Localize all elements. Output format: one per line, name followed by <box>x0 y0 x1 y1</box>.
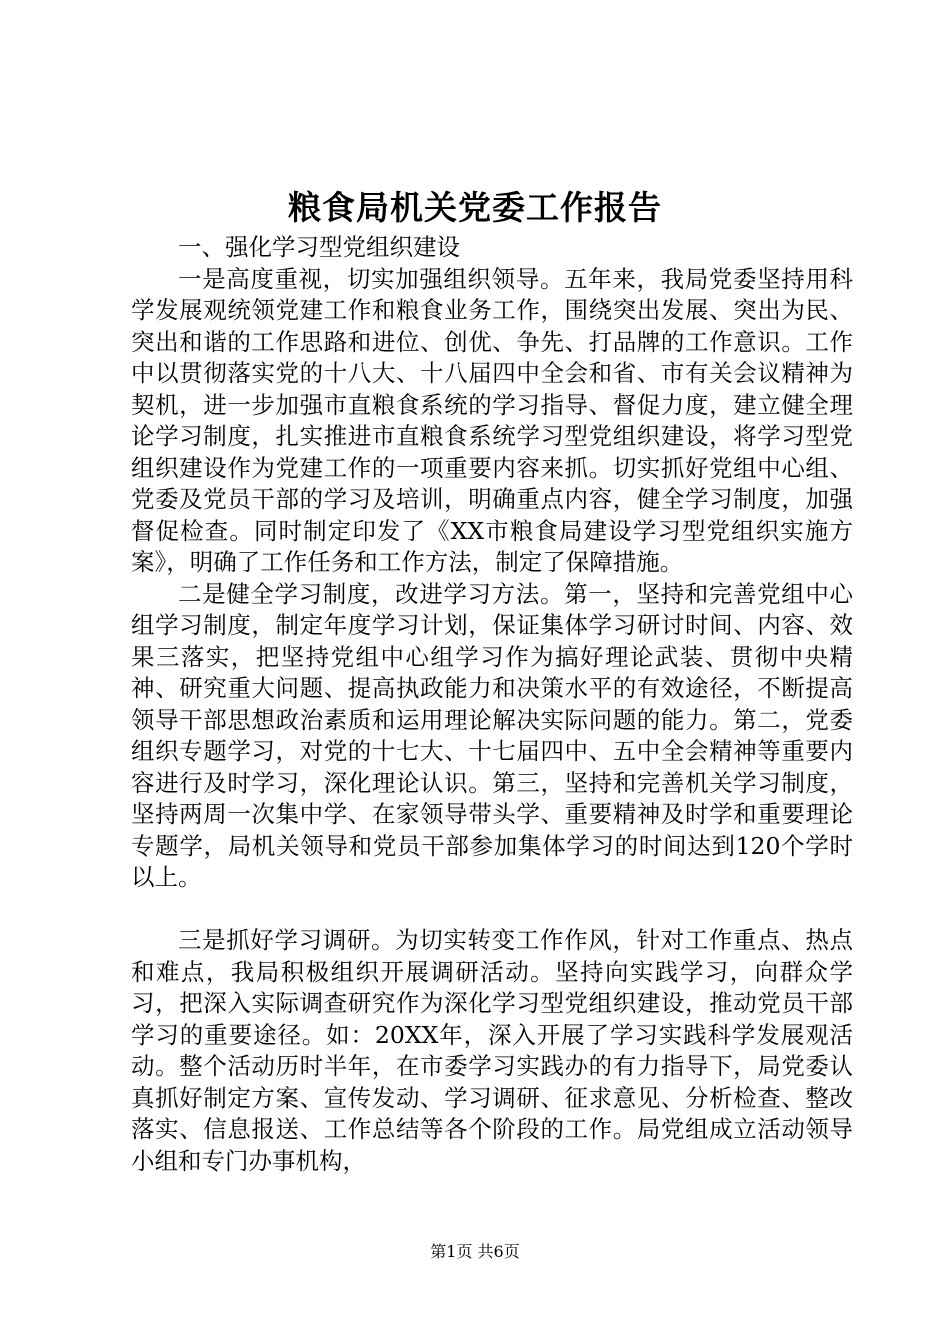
document-body <box>131 232 853 1177</box>
paragraph-2: 二是健全学习制度，改进学习方法。第一，坚持和完善党组中心组学习制度，制定年度学习计划，保证集体学习研讨时间、内容、效果三落实，把坚持党组中心组学习作为搞好理论武装、贯彻中央精神、研究重大问题、提高执政能力和决策水平的有效途径，不断提高领导干部思想政治素质和运用理论解决实际问题的能力。第二，党委组织专题学习，对党的十七大、十七届四中、五中全会精神等重要内容进行及时学习，深化理论认识。第三，坚持和完善机关学习制度，坚持两周一次集中学、在家领导带头学、重要精神及时学和重要理论专题学，局机关领导和党员干部参加集体学习的时间达到120个学时以上。 <box>131 579 853 891</box>
paragraph-3: 三是抓好学习调研。为切实转变工作作风，针对工作重点、热点和难点，我局积极组织开展调研活动。坚持向实践学习，向群众学习，把深入实际调查研究作为深化学习型党组织建设，推动党员干部学习的重要途径。如：20XX年，深入开展了学习实践科学发展观活动。整个活动历时半年，在市委学习实践办的有力指导下，局党委认真抓好制定方案、宣传发动、学习调研、征求意见、分析检查、整改落实、信息报送、工作总结等各个阶段的工作。局党组成立活动领导小组和专门办事机构， <box>131 926 853 1175</box>
paragraph-1: 一是高度重视，切实加强组织领导。五年来，我局党委坚持用科学发展观统领党建工作和粮食业务工作，围绕突出发展、突出为民、突出和谐的工作思路和进位、创优、争先、打品牌的工作意识。工作中以贯彻落实党的十八大、十八届四中全会和省、市有关会议精神为契机，进一步加强市直粮食系统的学习指导、督促力度，建立健全理论学习制度，扎实推进市直粮食系统学习型党组织建设，将学习型党组织建设作为党建工作的一项重要内容来抓。切实抓好党组中心组、党委及党员干部的学习及培训，明确重点内容，健全学习制度，加强督促检查。同时制定印发了《XX市粮食局建设学习型党组织实施方案》，明确了工作任务和工作方法，制定了保障措施。 <box>131 264 853 576</box>
section-heading: 一、强化学习型党组织建设 <box>178 233 460 261</box>
page-footer: 第1页 共6页 <box>430 1242 520 1261</box>
document-title: 粮食局机关党委工作报告 <box>288 188 662 227</box>
